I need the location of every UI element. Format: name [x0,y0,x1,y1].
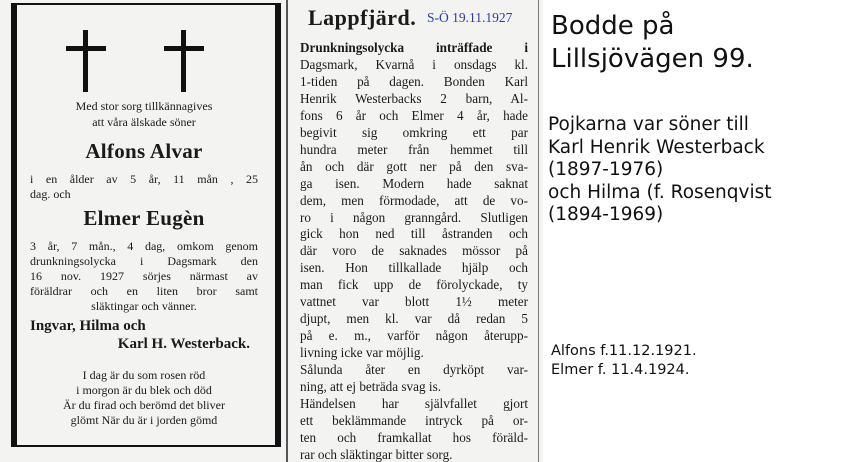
parents-note [548,114,771,227]
article-source-stamp: S-Ö 19.11.1927 [427,10,513,25]
parents-note-line: Karl Henrik Westerback [548,136,765,158]
article-line: ning, att ej beträda svag is. [300,379,441,394]
parents-note-line: (1897-1976) [548,159,664,180]
parents-note-line: (1894-1969) [548,204,664,225]
article-line: dem, men förmodade, att de vo- [300,192,528,208]
article-line: Drunkningsolycka inträffade i [300,40,528,55]
obituary-name-elmer: Elmer Eugèn [83,206,205,230]
obituary-intro-line: Med stor sorg tillkännagives [75,99,213,113]
column-rule [286,0,288,462]
article-line: djupt, men kl. var då redan 5 [300,311,528,327]
article-line: livning icke var möjlig. [300,345,424,361]
obituary-poem-line: glömt När du är i jorden gömd [70,413,218,427]
obituary-poem-line: I dag är du som rosen röd [82,368,206,382]
article-place-heading: Lappfjärd. [308,5,417,30]
news-article-clipping [286,0,543,462]
obituary-body-line: släktingar och vänner. [91,299,197,313]
article-line: man fick upp de förolyckade, ty [300,277,528,293]
article-line: Dagsmark, Kvarnå i onsdags kl. [300,56,528,72]
cross-icon [164,30,204,92]
article-line: Sålunda åter en dyrköpt var- [300,362,528,378]
parents-note-line: och Hilma (f. Rosenqvist [548,181,772,203]
obituary-poem-line: i morgon är du blek och död [76,383,212,397]
article-line: ån och där gott ner på den sva- [300,158,528,174]
births-note-line: Alfons f.11.12.1921. [551,343,697,359]
article-line: fons 6 år och Elmer 4 år, hade [300,107,528,123]
obituary-age-line: dag. och [30,187,71,201]
column-rule [538,0,539,462]
article-line: vattnet var blott 1½ meter [300,294,528,310]
obituary-name-alfons: Alfons Alvar [85,139,203,163]
obituary-body-line: drunkningsolycka i Dagsmark den [30,254,258,268]
article-line: begivit sig omkring ett par [300,124,528,140]
article-line: ett beklämmande intryck på or- [300,412,528,428]
obituary-clipping [0,0,286,462]
births-note [551,342,697,380]
obituary-signers-line: Karl H. Westerback. [117,336,250,352]
obituary-signers-line: Ingvar, Hilma och [30,318,146,334]
cross-icon [66,30,106,92]
article-line: hundra meter från hemmet till [300,141,528,157]
address-note-line: Bodde på [551,11,675,41]
births-note-line: Elmer f. 11.4.1924. [551,362,690,378]
article-line: där voro de saknades mössor på [300,243,528,259]
article-line: rar och släktingar bitter sorg. [300,446,453,462]
article-line: gick hon ned till åstranden och [300,226,528,242]
article-line: ten och framkallat hos föräld- [300,429,528,445]
article-line: ga isen. Modern hade saknat [300,175,528,191]
obituary-body-line: föräldrar och en liten bror samt [30,284,258,298]
article-line: på e. m., varför någon återupp- [300,328,528,344]
article-line: Händelsen har självfallet gjort [300,395,528,411]
obituary-body-line: 3 år, 7 mån., 4 dag, omkom genom [30,239,258,253]
parents-note-line: Pojkarna var söner till [548,114,749,135]
article-line: Henrik Westerbacks 2 barn, Al- [300,90,528,106]
obituary-age-line: i en ålder av 5 år, 11 mån , 25 [30,172,258,186]
obituary-intro-line: att våra älskade söner [92,115,196,129]
obituary-body-line: 16 nov. 1927 sörjes närmast av [30,269,258,283]
article-line: isen. Hon tillkallade hjälp och [300,260,528,276]
article-line: ro i någon granngård. Slutligen [300,209,528,225]
address-note [551,10,754,76]
obituary-poem-line: Är du firad och berömd det bliver [63,398,225,412]
article-line: 1-tiden på dagen. Bonden Karl [300,73,528,89]
address-note-line: Lillsjövägen 99. [551,44,754,74]
